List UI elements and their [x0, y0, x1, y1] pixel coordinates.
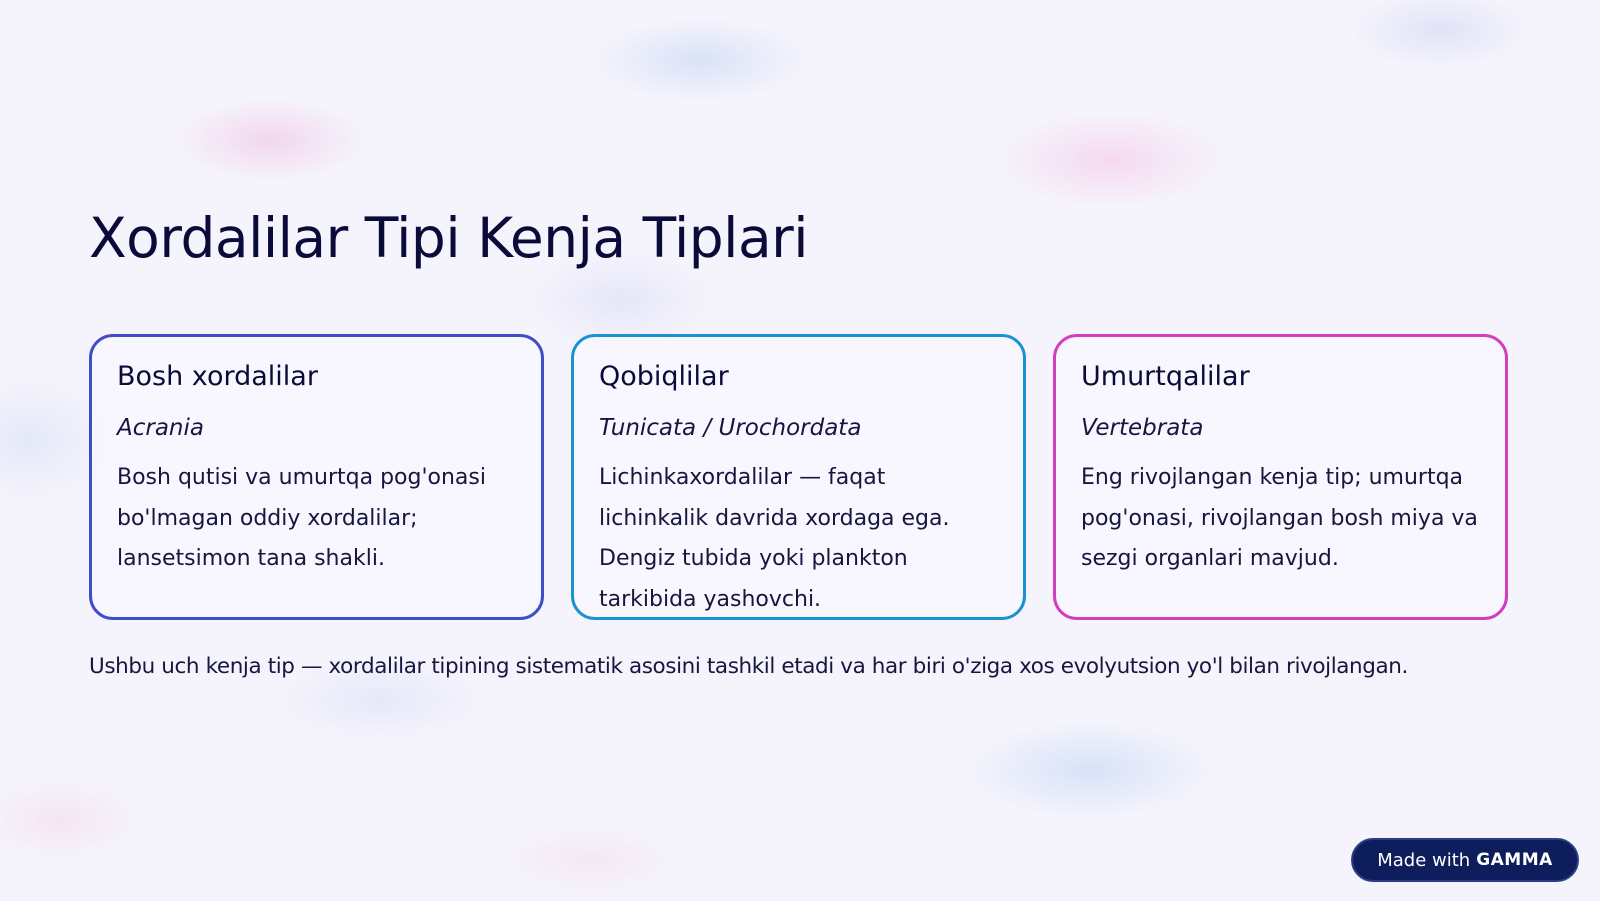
- card-description: Bosh qutisi va umurtqa pog'onasi bo'lmagan oddiy xordalilar; lansetsimon tana shakli.: [117, 465, 486, 571]
- card-latin-name: Tunicata / Urochordata: [599, 415, 862, 441]
- made-with-gamma-button[interactable]: [1351, 838, 1579, 882]
- card-umurtqalilar: [1053, 334, 1508, 620]
- card-title: Bosh xordalilar: [117, 361, 318, 392]
- gamma-logo: GAMMA: [1476, 850, 1553, 870]
- card-title: Umurtqalilar: [1081, 361, 1250, 392]
- card-title: Qobiqlilar: [599, 361, 729, 392]
- card-latin-name: Acrania: [117, 415, 204, 441]
- card-bosh-xordalilar: [89, 334, 544, 620]
- slide-summary: Ushbu uch kenja tip — xordalilar tipining sistematik asosini tashkil etadi va har biri o'ziga xos evolyutsion yo'l bilan rivojlangan.: [89, 654, 1408, 679]
- badge-prefix: Made with: [1377, 849, 1471, 871]
- card-qobiqlilar: [571, 334, 1026, 620]
- card-description: Lichinkaxordalilar — faqat lichinkalik davrida xordaga ega. Dengiz tubida yoki plankton tarkibida yashovchi.: [599, 465, 950, 612]
- card-latin-name: Vertebrata: [1081, 415, 1204, 441]
- card-description: Eng rivojlangan kenja tip; umurtqa pog'onasi, rivojlangan bosh miya va sezgi organlari mavjud.: [1081, 465, 1478, 571]
- slide-title: Xordalilar Tipi Kenja Tiplari: [89, 206, 809, 270]
